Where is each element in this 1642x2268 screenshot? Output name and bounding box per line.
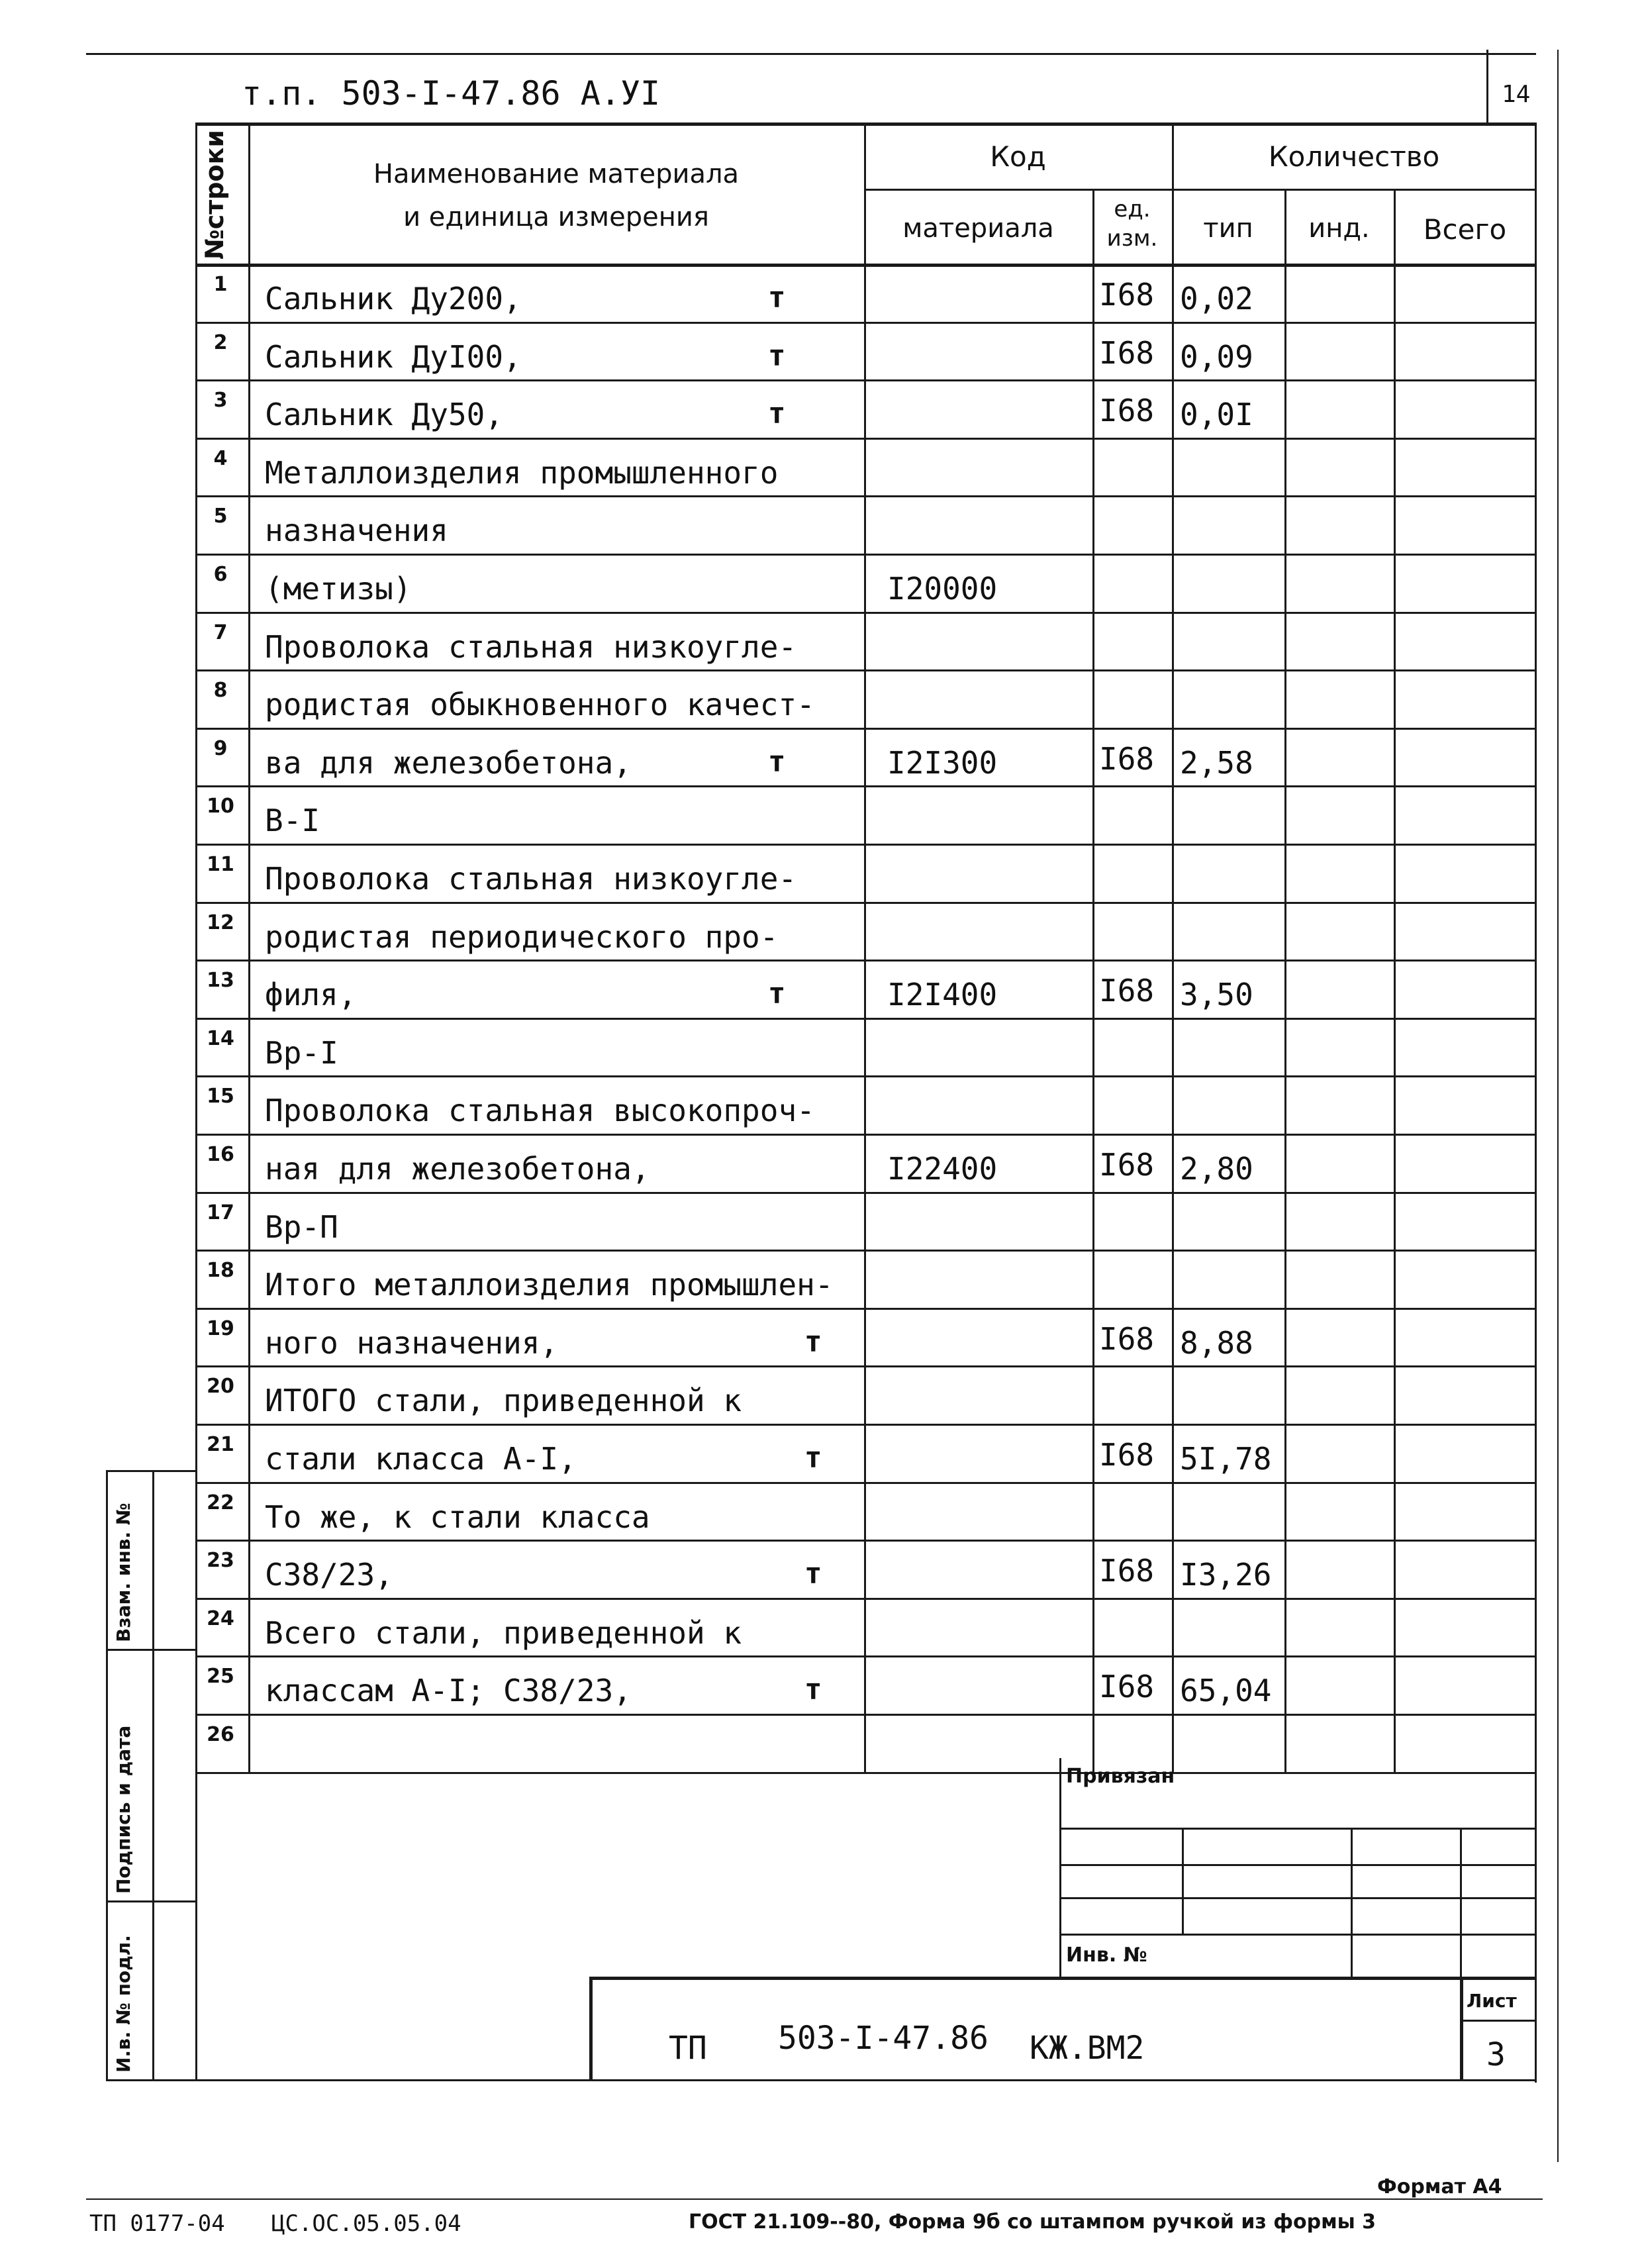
row-number: 12 xyxy=(207,911,234,934)
row-number: 6 xyxy=(213,563,228,586)
row-name: Итого металлоизделия промышлен- xyxy=(265,1267,834,1303)
title-grid-col-3 xyxy=(1460,1828,1462,1980)
row-qty-type: 8,88 xyxy=(1180,1324,1253,1361)
row-measure-code: I68 xyxy=(1099,1320,1155,1357)
row-name: назначения xyxy=(265,513,448,549)
row-name: То же, к стали класса xyxy=(265,1499,650,1535)
row-measure-code: I68 xyxy=(1099,393,1155,429)
stamp-bottom xyxy=(106,2079,195,2081)
footer-left-code-2: ЦС.ОС.05.05.04 xyxy=(271,2210,461,2237)
row-unit: т xyxy=(768,338,786,373)
row-measure-code: I68 xyxy=(1099,973,1155,1009)
row-material-code: I2I300 xyxy=(887,744,998,781)
row-name: Сальник Ду200, xyxy=(265,281,522,317)
header-name-line1: Наименование материала xyxy=(373,159,740,189)
row-number: 7 xyxy=(213,620,228,644)
row-name: филя, xyxy=(265,977,357,1013)
row-qty-type: I3,26 xyxy=(1180,1557,1272,1593)
top-border xyxy=(86,53,1536,55)
stamp-outer-left xyxy=(106,1470,108,2079)
row-measure-code: I68 xyxy=(1099,334,1155,371)
row-number: 26 xyxy=(207,1723,234,1746)
row-line xyxy=(195,1772,1536,1774)
row-number: 14 xyxy=(207,1026,234,1050)
row-material-code: I20000 xyxy=(887,571,998,607)
row-number: 18 xyxy=(207,1259,234,1283)
row-name: родистая периодического про- xyxy=(265,918,779,955)
row-measure-code: I68 xyxy=(1099,1437,1155,1473)
row-unit: т xyxy=(768,744,786,779)
row-material-code: I22400 xyxy=(887,1151,998,1187)
row-number: 8 xyxy=(213,679,228,703)
stamp-inner-left xyxy=(152,1470,154,2079)
row-measure-code: I68 xyxy=(1099,277,1155,313)
frame-right-outer xyxy=(1557,50,1559,2162)
title-grid-col-2 xyxy=(1351,1828,1353,1980)
title-attached-left xyxy=(1059,1758,1061,1980)
title-number: 503-I-47.86 xyxy=(778,2020,989,2057)
title-attached-line xyxy=(1059,1828,1535,1830)
title-grid-line-1 xyxy=(1059,1864,1535,1866)
row-material-code: I2I400 xyxy=(887,977,998,1013)
stamp-signature-date: Подпись и дата xyxy=(113,1725,134,1894)
row-name: С38/23, xyxy=(265,1557,393,1593)
stamp-top xyxy=(106,1470,195,1472)
title-tp: ТП xyxy=(669,2030,707,2067)
sheet-number-top: 14 xyxy=(1502,81,1531,108)
row-name: классам А-I; С38/23, xyxy=(265,1673,632,1709)
row-measure-code: I68 xyxy=(1099,1147,1155,1183)
row-name: стали класса А-I, xyxy=(265,1441,577,1477)
row-name: Вр-I xyxy=(265,1034,338,1071)
row-qty-type: 65,04 xyxy=(1180,1673,1272,1709)
row-name: В-I xyxy=(265,803,320,839)
row-name: родистая обыкновенного качест- xyxy=(265,687,815,723)
row-number: 2 xyxy=(213,330,228,354)
row-name: Сальник Ду50, xyxy=(265,397,504,433)
table-column-line xyxy=(1284,189,1286,1772)
row-measure-code: I68 xyxy=(1099,740,1155,777)
row-number: 13 xyxy=(207,969,234,993)
row-number: 19 xyxy=(207,1316,234,1340)
top-right-box-divider xyxy=(1486,50,1488,123)
row-unit: т xyxy=(804,1324,822,1359)
row-number: 20 xyxy=(207,1375,234,1399)
row-number: 23 xyxy=(207,1549,234,1573)
row-qty-type: 0,02 xyxy=(1180,281,1253,317)
row-unit: т xyxy=(804,1557,822,1591)
title-main-top xyxy=(589,1977,1536,1980)
row-number: 5 xyxy=(213,505,228,528)
row-qty-type: 2,58 xyxy=(1180,744,1253,781)
header-quantity-ind: инд. xyxy=(1308,213,1370,244)
row-name: ная для железобетона, xyxy=(265,1151,650,1187)
title-attached: Привязан xyxy=(1066,1765,1175,1788)
table-column-line xyxy=(248,123,250,1772)
frame-right xyxy=(1535,123,1537,2083)
footer-format: Формат А4 xyxy=(1377,2175,1502,2198)
row-number: 3 xyxy=(213,389,228,413)
row-number: 4 xyxy=(213,446,228,470)
footer-line xyxy=(86,2198,1543,2200)
row-qty-type: 5I,78 xyxy=(1180,1441,1272,1477)
header-code-unit-2: изм. xyxy=(1106,225,1158,252)
row-number: 16 xyxy=(207,1143,234,1166)
row-unit: т xyxy=(804,1441,822,1475)
title-main-left xyxy=(589,1977,593,2079)
row-name: Сальник ДуI00, xyxy=(265,338,522,375)
title-sheet-label: Лист xyxy=(1467,1990,1517,2012)
row-qty-type: 3,50 xyxy=(1180,977,1253,1013)
row-number: 15 xyxy=(207,1085,234,1109)
footer-gost: ГОСТ 21.109--80, Форма 9б со штампом ручкой из формы 3 xyxy=(689,2210,1376,2234)
row-number: 10 xyxy=(207,795,234,818)
row-name: ИТОГО стали, приведенной к xyxy=(265,1383,742,1419)
footer-left-code: ТП 0177-04 xyxy=(89,2210,225,2237)
row-measure-code: I68 xyxy=(1099,1669,1155,1705)
stamp-sep-1 xyxy=(106,1649,195,1651)
table-column-line xyxy=(1172,123,1174,1772)
header-mid-line xyxy=(864,189,1536,191)
document-code: т.п. 503-I-47.86 А.УI xyxy=(242,74,661,113)
row-number: 25 xyxy=(207,1665,234,1689)
row-number: 24 xyxy=(207,1606,234,1630)
header-quantity: Количество xyxy=(1268,140,1440,173)
stamp-inv-no: Взам. инв. № xyxy=(113,1503,134,1642)
row-unit: т xyxy=(768,977,786,1011)
row-qty-type: 2,80 xyxy=(1180,1151,1253,1187)
row-name: ного назначения, xyxy=(265,1324,559,1361)
row-name: Всего стали, приведенной к xyxy=(265,1614,742,1651)
header-row-number: №строки xyxy=(200,130,229,260)
row-unit: т xyxy=(804,1673,822,1707)
title-sheet-left xyxy=(1460,1977,1463,2079)
row-name: ва для железобетона, xyxy=(265,744,632,781)
row-name: Проволока стальная низкоугле- xyxy=(265,628,797,665)
row-name: (метизы) xyxy=(265,571,412,607)
header-code: Код xyxy=(990,140,1046,173)
row-unit: т xyxy=(768,281,786,315)
title-sheet-line xyxy=(1460,2020,1536,2022)
table-column-line xyxy=(1092,189,1094,1772)
row-unit: т xyxy=(768,397,786,431)
stamp-sep-2 xyxy=(106,1900,195,1902)
title-grid-line-2 xyxy=(1059,1897,1535,1899)
row-name: Проволока стальная низкоугле- xyxy=(265,861,797,897)
frame-bottom xyxy=(195,2079,1536,2081)
row-name: Проволока стальная высокопроч- xyxy=(265,1093,815,1129)
row-name: Вр-П xyxy=(265,1208,338,1245)
header-name-line2: и единица измерения xyxy=(403,202,709,232)
frame-left-lower xyxy=(195,1758,197,2079)
title-grid-line-3 xyxy=(1059,1934,1535,1936)
title-sheet-value: 3 xyxy=(1486,2036,1506,2073)
row-qty-type: 0,09 xyxy=(1180,338,1253,375)
row-name: Металлоизделия промышленного xyxy=(265,454,779,491)
row-measure-code: I68 xyxy=(1099,1553,1155,1589)
title-suffix: КЖ.ВМ2 xyxy=(1030,2030,1145,2067)
row-number: 11 xyxy=(207,853,234,876)
row-number: 22 xyxy=(207,1491,234,1514)
header-quantity-type: тип xyxy=(1203,213,1253,244)
title-inv-no: Инв. № xyxy=(1066,1944,1147,1967)
stamp-inv-original: И.в. № подл. xyxy=(113,1935,134,2073)
title-grid-col-1 xyxy=(1182,1828,1184,1934)
header-code-material: материала xyxy=(902,213,1054,244)
row-number: 17 xyxy=(207,1201,234,1224)
header-code-unit-1: ед. xyxy=(1114,196,1151,222)
header-quantity-total: Всего xyxy=(1423,213,1507,246)
table-column-line xyxy=(195,123,197,1772)
row-number: 21 xyxy=(207,1433,234,1456)
table-column-line xyxy=(1394,189,1396,1772)
row-number: 9 xyxy=(213,736,228,760)
row-qty-type: 0,0I xyxy=(1180,397,1253,433)
row-number: 1 xyxy=(213,273,228,296)
table-column-line xyxy=(864,123,866,1772)
